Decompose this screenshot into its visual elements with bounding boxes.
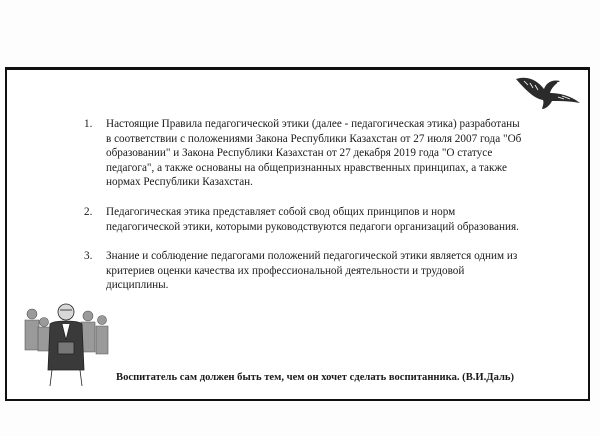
eagle-icon	[514, 71, 582, 111]
rule-number: 2.	[84, 205, 93, 218]
teachers-group-illustration	[22, 300, 112, 386]
rule-text: Педагогическая этика представляет собой свод общих принципов и норм педагогической этики, которыми руководствуются педагоги организаций образования.	[106, 205, 519, 233]
list-item	[84, 205, 524, 234]
quote: Воспитатель сам должен быть тем, чем он хочет сделать воспитанника. (В.И.Даль)	[116, 372, 515, 383]
rule-text: Настоящие Правила педагогической этики (далее - педагогическая этика) разработаны в соответствии с положениями Закона Республики Казахстан от 27 июля 2007 года "Об образовании" и Закона Республики Казахстан от 27 декабря 2019 года "О статусе педагога", а также основаны на общепризнанных нравственных принципах, а также нормах Республики Казахстан.	[106, 118, 522, 189]
rule-text: Знание и соблюдение педагогами положений педагогической этики является одним из критериев оценки качества их профессиональной деятельности и трудовой дисциплины.	[106, 250, 518, 292]
rule-number: 1.	[84, 118, 93, 130]
rule-number: 3.	[84, 250, 93, 263]
list-item	[84, 249, 524, 293]
list-item	[84, 117, 524, 190]
rules-list	[84, 117, 524, 293]
